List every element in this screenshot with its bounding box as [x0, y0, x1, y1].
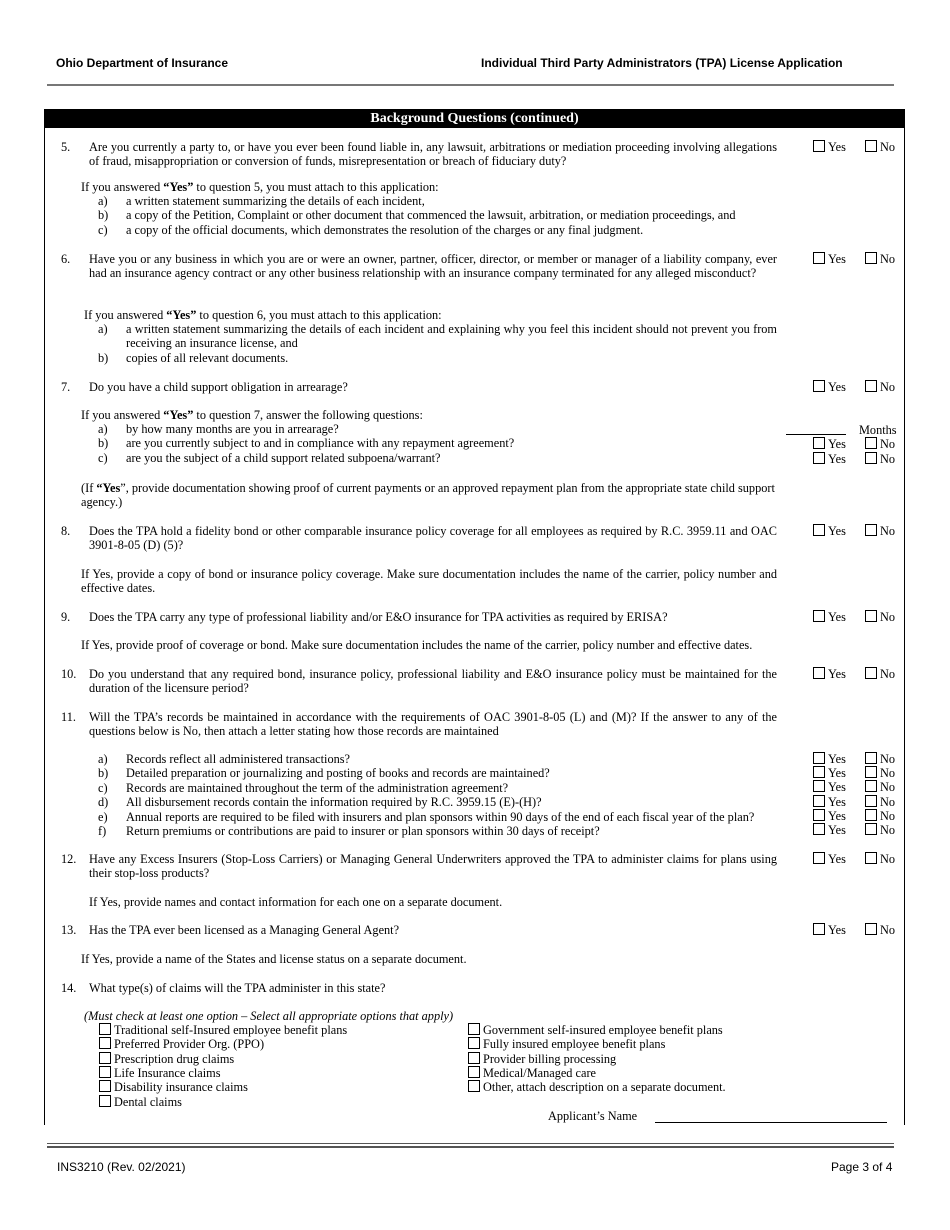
q11a-no[interactable]: No	[865, 752, 895, 766]
q9-yes[interactable]: Yes	[813, 610, 846, 624]
q12-yes[interactable]: Yes	[813, 852, 846, 866]
q11d-no[interactable]: No	[865, 795, 895, 809]
list-item: c) are you the subject of a child support related subpoena/warrant?	[98, 450, 441, 465]
q14-number: 14.	[61, 981, 77, 995]
q11f-no-checkbox[interactable]	[865, 823, 877, 835]
q7-no[interactable]: No	[865, 380, 895, 394]
claim-option-dental[interactable]: Dental claims	[99, 1095, 182, 1109]
q8-note: If Yes, provide a copy of bond or insurance policy coverage. Make sure documentation includes the name of the carrier, policy number and effective dates.	[81, 567, 777, 596]
q5-number: 5.	[61, 140, 71, 154]
list-item: a) by how many months are you in arrearage?	[98, 422, 339, 436]
q10-text: Do you understand that any required bond, insurance policy, professional liability and E&O insurance policy must be maintained for the duration of the licensure period?	[89, 667, 777, 696]
q8-number: 8.	[61, 524, 71, 538]
list-item: a) Records reflect all administered transactions?	[98, 752, 350, 766]
q7c-no-checkbox[interactable]	[865, 452, 877, 464]
q5-followup: If you answered “Yes” to question 5, you must attach to this application:	[81, 180, 439, 194]
q7a-months-input[interactable]	[786, 434, 846, 435]
q11b-no[interactable]: No	[865, 766, 895, 780]
q11e-yes-checkbox[interactable]	[813, 809, 825, 821]
q11f-yes-checkbox[interactable]	[813, 823, 825, 835]
q8-no-checkbox[interactable]	[865, 524, 877, 536]
q7-followup: If you answered “Yes” to question 7, answer the following questions:	[81, 408, 423, 422]
q11d-yes-checkbox[interactable]	[813, 795, 825, 807]
q5-yes-checkbox[interactable]	[813, 140, 825, 152]
q13-note: If Yes, provide a name of the States and license status on a separate document.	[81, 952, 467, 966]
q5-yes[interactable]: Yes	[813, 140, 846, 154]
q11d-yes[interactable]: Yes	[813, 795, 846, 809]
list-item: b) copies of all relevant documents.	[98, 350, 289, 365]
list-item: b) a copy of the Petition, Complaint or other document that commenced the lawsuit, arbitration, or mediation proceedings, and	[98, 208, 736, 223]
q7-text: Do you have a child support obligation in arrearage?	[89, 380, 348, 394]
q12-no[interactable]: No	[865, 852, 895, 866]
q11e-yes[interactable]: Yes	[813, 809, 846, 823]
q9-yes-checkbox[interactable]	[813, 610, 825, 622]
q9-note: If Yes, provide proof of coverage or bond. Make sure documentation includes the name of the carrier, policy number and effective dates.	[81, 638, 753, 652]
list-item: f) Return premiums or contributions are paid to insurer or plan sponsors within 30 days of receipt?	[98, 824, 600, 839]
header-rule	[47, 84, 894, 86]
q13-number: 13.	[61, 923, 77, 937]
checkbox[interactable]	[468, 1066, 480, 1078]
page-number: Page 3 of 4	[831, 1160, 893, 1174]
q10-yes[interactable]: Yes	[813, 667, 846, 681]
q7-number: 7.	[61, 380, 71, 394]
q9-number: 9.	[61, 610, 71, 624]
list-item: c) a copy of the official documents, which demonstrates the resolution of the charges or any final judgment.	[98, 222, 644, 237]
q10-no[interactable]: No	[865, 667, 895, 681]
q10-number: 10.	[61, 667, 77, 681]
q6-text: Have you or any business in which you are or were an owner, partner, officer, director, or member or manager of a liability company, ever had an insurance agency contract or any other business relationship with an insurance company terminated for any alleged misconduct?	[89, 252, 777, 281]
q11a-no-checkbox[interactable]	[865, 752, 877, 764]
checkbox[interactable]	[99, 1023, 111, 1035]
header-agency: Ohio Department of Insurance	[56, 56, 229, 70]
q8-yes[interactable]: Yes	[813, 524, 846, 538]
q11f-yes[interactable]: Yes	[813, 823, 846, 837]
q11c-no-checkbox[interactable]	[865, 780, 877, 792]
q6-yes-checkbox[interactable]	[813, 252, 825, 264]
q11b-yes[interactable]: Yes	[813, 766, 846, 780]
claim-option-ppo[interactable]: Preferred Provider Org. (PPO)	[99, 1037, 264, 1051]
q11b-no-checkbox[interactable]	[865, 766, 877, 778]
q7b-no[interactable]: No	[865, 437, 895, 451]
q13-text: Has the TPA ever been licensed as a Managing General Agent?	[89, 923, 400, 937]
q6-no-checkbox[interactable]	[865, 252, 877, 264]
checkbox[interactable]	[99, 1052, 111, 1064]
q11a-yes-checkbox[interactable]	[813, 752, 825, 764]
checkbox[interactable]	[99, 1095, 111, 1107]
frame-right-border	[904, 109, 905, 1125]
applicant-name-label: Applicant’s Name	[548, 1109, 638, 1123]
list-item: d) All disbursement records contain the information required by R.C. 3959.15 (E)-(H)?	[98, 795, 542, 810]
q14-instruction: (Must check at least one option – Select all appropriate options that apply)	[84, 1009, 454, 1023]
q7-note: (If “Yes”, provide documentation showing proof of current payments or an approved repayment plan from the appropriate state child support agency.)	[81, 481, 775, 510]
checkbox[interactable]	[99, 1066, 111, 1078]
q13-yes[interactable]: Yes	[813, 923, 846, 937]
list-item: b) are you currently subject to and in compliance with any repayment agreement?	[98, 436, 515, 451]
q8-text: Does the TPA hold a fidelity bond or other comparable insurance policy coverage for all employees as required by R.C. 3959.11 and OAC 3901-8-05 (D) (5)?	[89, 524, 777, 553]
q11d-no-checkbox[interactable]	[865, 795, 877, 807]
q11f-no[interactable]: No	[865, 823, 895, 837]
q10-yes-checkbox[interactable]	[813, 667, 825, 679]
q7c-yes-checkbox[interactable]	[813, 452, 825, 464]
claim-option-medical[interactable]: Medical/Managed care	[468, 1066, 596, 1080]
footer-rule-top	[47, 1143, 894, 1144]
q6-yes[interactable]: Yes	[813, 252, 846, 266]
claim-option-disability[interactable]: Disability insurance claims	[99, 1080, 248, 1094]
q6-followup: If you answered “Yes” to question 6, you must attach to this application:	[84, 308, 442, 322]
q11-subquestion-list	[81, 752, 781, 838]
q7c-no[interactable]: No	[865, 452, 895, 466]
claim-option-fully-insured[interactable]: Fully insured employee benefit plans	[468, 1037, 665, 1051]
q7-yes[interactable]: Yes	[813, 380, 846, 394]
q7-no-checkbox[interactable]	[865, 380, 877, 392]
q5-no[interactable]: No	[865, 140, 895, 154]
q14-text: What type(s) of claims will the TPA administer in this state?	[89, 981, 386, 995]
list-item: c) Records are maintained throughout the term of the administration agreement?	[98, 780, 509, 795]
q12-note: If Yes, provide names and contact information for each one on a separate document.	[89, 895, 503, 909]
q11c-yes[interactable]: Yes	[813, 780, 846, 794]
q7b-no-checkbox[interactable]	[865, 437, 877, 449]
q12-yes-checkbox[interactable]	[813, 852, 825, 864]
q9-no-checkbox[interactable]	[865, 610, 877, 622]
claim-option-other[interactable]: Other, attach description on a separate document.	[468, 1080, 726, 1094]
q5-no-checkbox[interactable]	[865, 140, 877, 152]
q7b-yes[interactable]: Yes	[813, 437, 846, 451]
q13-no-checkbox[interactable]	[865, 923, 877, 935]
q12-number: 12.	[61, 852, 77, 866]
q11a-yes[interactable]: Yes	[813, 752, 846, 766]
list-item: a) a written statement summarizing the details of each incident,	[98, 194, 425, 208]
q6-number: 6.	[61, 252, 71, 266]
list-item: a) a written statement summarizing the details of each incident and explaining why you feel this incident should not prevent you from receiving an insurance license, and	[98, 322, 777, 351]
q8-yes-checkbox[interactable]	[813, 524, 825, 536]
q7-yes-checkbox[interactable]	[813, 380, 825, 392]
q6-no[interactable]: No	[865, 252, 895, 266]
checkbox[interactable]	[468, 1037, 480, 1049]
claim-option-life[interactable]: Life Insurance claims	[99, 1066, 221, 1080]
applicant-name-input[interactable]	[655, 1122, 887, 1123]
footer-rule-bottom	[47, 1146, 894, 1148]
q11c-no[interactable]: No	[865, 780, 895, 794]
q13-yes-checkbox[interactable]	[813, 923, 825, 935]
q11b-yes-checkbox[interactable]	[813, 766, 825, 778]
q12-text: Have any Excess Insurers (Stop-Loss Carriers) or Managing General Underwriters approved the TPA to administer claims for plans using their stop-loss products?	[89, 852, 777, 881]
frame-left-border	[44, 109, 45, 1125]
list-item: b) Detailed preparation or journalizing and posting of books and records are maintained?	[98, 766, 550, 781]
q13-no[interactable]: No	[865, 923, 895, 937]
checkbox[interactable]	[99, 1037, 111, 1049]
q11e-no[interactable]: No	[865, 809, 895, 823]
claim-option-prescription[interactable]: Prescription drug claims	[99, 1052, 234, 1066]
q5-attachment-list	[81, 194, 777, 237]
q7a-months-label: Months	[859, 423, 897, 437]
q6-attachment-list	[81, 322, 777, 365]
q11-text: Will the TPA’s records be maintained in accordance with the requirements of OAC 3901-8-05 (L) and (M)? If the answer to any of the questions below is No, then attach a letter stating how those records are maintained	[89, 710, 777, 739]
q11e-no-checkbox[interactable]	[865, 809, 877, 821]
section-title: Background Questions (continued)	[44, 109, 905, 128]
q7c-yes[interactable]: Yes	[813, 452, 846, 466]
claim-option-provider-billing[interactable]: Provider billing processing	[468, 1052, 616, 1066]
q10-no-checkbox[interactable]	[865, 667, 877, 679]
q5-text: Are you currently a party to, or have you ever been found liable in, any lawsuit, arbitrations or mediation proceeding involving allegations of fraud, misappropriation or conversion of funds, misrepresentation or breach of fiduciary duty?	[89, 140, 777, 169]
list-item: e) Annual reports are required to be filed with insurers and plan sponsors within 90 days of the end of each fiscal year of the plan?	[98, 809, 755, 824]
q7-subquestion-list	[81, 422, 777, 465]
q9-no[interactable]: No	[865, 610, 895, 624]
claim-option-traditional[interactable]: Traditional self-Insured employee benefit plans	[99, 1023, 347, 1037]
q12-no-checkbox[interactable]	[865, 852, 877, 864]
checkbox[interactable]	[468, 1052, 480, 1064]
form-number: INS3210 (Rev. 02/2021)	[57, 1160, 186, 1174]
claim-option-government[interactable]: Government self-insured employee benefit plans	[468, 1023, 723, 1037]
q11-number: 11.	[61, 710, 76, 724]
checkbox[interactable]	[468, 1023, 480, 1035]
q9-text: Does the TPA carry any type of professional liability and/or E&O insurance for TPA activities as required by ERISA?	[89, 610, 668, 624]
checkbox[interactable]	[99, 1080, 111, 1092]
header-form-title: Individual Third Party Administrators (TPA) License Application	[481, 56, 843, 70]
q11c-yes-checkbox[interactable]	[813, 780, 825, 792]
checkbox[interactable]	[468, 1080, 480, 1092]
q8-no[interactable]: No	[865, 524, 895, 538]
q7b-yes-checkbox[interactable]	[813, 437, 825, 449]
